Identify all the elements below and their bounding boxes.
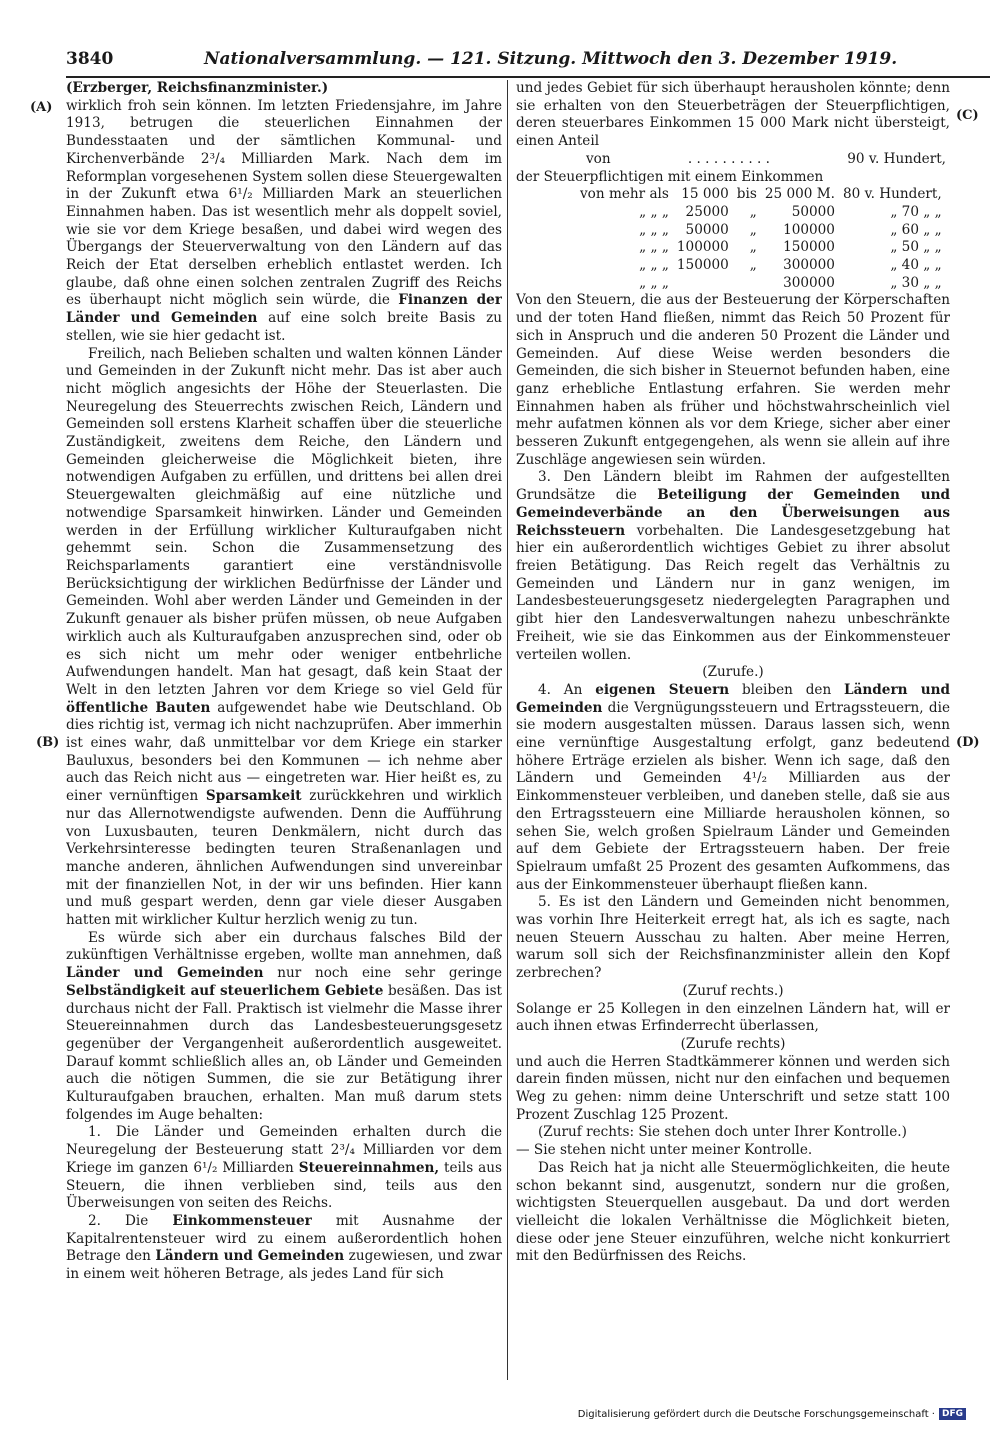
table-cell: 25000 [685,203,729,220]
paragraph: — Sie stehen nicht unter meiner Kontrolle. [516,1142,813,1159]
table-cell: 100000 [676,239,729,256]
table-cell: 50000 [791,203,835,220]
table-row [576,275,946,293]
table-cell: „ „ „ [639,257,669,274]
interjection: (Zuruf rechts.) [682,982,784,999]
header-rule [66,76,990,78]
list-item: 2. Die Einkommensteuer mit Ausnahme der Kapitalrentensteuer wird zu einem außerordentlich hohen Betrage den Ländern und Gemeinden zugewiesen, und zwar in einem weit höheren Betrage, als jedes Land für sich [66,1213,502,1283]
speaker-label: (Erzberger, Reichsfinanzminister.) [66,80,329,96]
table-cell: 300000 [783,274,835,291]
table-cell: 300000 [783,257,835,274]
list-item: 1. Die Länder und Gemeinden erhalten durch die Neuregelung der Besteuerung statt 2³/₄ Milliarden vor dem Kriege im ganzen 6¹/₂ Milliarden Steuereinnahmen, teils aus Steuern, die ihnen verblieben sind, teils aus den Überweisungen von seiten des Reichs. [66,1124,502,1212]
table-cell: bis [736,186,757,203]
table-cell: 150000 [783,239,835,256]
page-number: 3840 [66,49,114,69]
table-cell: „ 50 „ „ [890,239,942,256]
table-cell: 100000 [783,221,835,238]
tax-table [576,186,946,292]
paragraph: und jedes Gebiet für sich überhaupt herausholen könnte; denn sie erhalten von den Steuerbeträgen der Steuerpflichtigen, deren steuerbares Einkommen 15 000 Mark nicht übersteigt, einen Anteil [516,80,950,150]
table-cell: „ „ „ [639,239,669,256]
list-item: 4. An eigenen Steuern bleiben den Ländern und Gemeinden die Vergnügungssteuern und Ertragssteuern, die sie modern ausgestalten müssen. Daraus lassen sich, wenn eine vernünftige Ausgestaltung erfolgt, ganz bedeutend höhere Erträge erzielen als bisher. Wenn ich sage, daß den Ländern und Gemeinden 4¹/₂ Milliarden aus der Einkommensteuer verbleiben, und daneben stelle, daß sie aus den Ertragssteuern eine Milliarde herausholen können, so sehen Sie, welch großen Spielraum Länder und Gemeinden auf dem Gebiete der Ertragssteuern haben. Der freie Spielraum umfaßt 25 Prozent des gesamten Aufkommens, das aus der Einkommensteuer überhaupt fließen kann. [516,681,950,893]
table-cell: „ „ „ [639,203,669,220]
dfg-logo: DFG [939,1408,966,1420]
right-column [516,80,950,1378]
margin-marker-d: (D) [956,735,980,750]
table-row [576,257,946,275]
table-cell: „ [749,257,757,274]
table-cell: „ [749,239,757,256]
column-divider [507,80,508,1380]
paragraph: Es würde sich aber ein durchaus falsches Bild der zukünftigen Verhältnisse ergeben, wollte man annehmen, daß Länder und Gemeinden nur noch eine sehr geringe Selbständigkeit auf steuerlichem Gebiete besäßen. Das ist durchaus nicht der Fall. Praktisch ist vielmehr die Masse ihrer Steuereinnahmen durch das Landesbesteuerungsgesetz gegenüber der Vergangenheit außerordentlich ausgeweitet. Darauf kommt schließlich alles an, ob Länder und Gemeinden auch die nötigen Summen, die sie zur Betätigung ihrer Kulturaufgaben brauchen, erhalten. Man muß darum stets folgendes im Auge behalten: [66,929,502,1123]
interjection: (Zurufe rechts) [680,1035,786,1052]
table-row [576,204,946,222]
table-row [576,186,946,204]
table-row [576,222,946,240]
interjection: (Zurufe.) [702,664,764,681]
margin-marker-c: (C) [956,108,979,123]
page-header [66,49,990,77]
table-cell: „ 70 „ „ [890,203,942,220]
running-title: Nationalversammlung. — 121. Sitzung. Mittwoch den 3. Dezember 1919. [204,49,898,69]
margin-marker-b: (B) [36,735,60,750]
interjection: (Zuruf rechts: Sie stehen doch unter Ihrer Kontrolle.) [538,1124,907,1141]
list-item: 5. Es ist den Ländern und Gemeinden nicht benommen, was vorhin Ihre Heiterkeit erregt hat, als ich es sagte, nach neuen Steuern Ausschau zu halten. Aber meine Herren, warum soll sich der Reichsfinanzminister allein den Kopf zerbrechen? [516,894,950,982]
left-column [66,80,502,1378]
table-cell: 25 000 M. [764,186,835,203]
table-cell: 150000 [676,257,729,274]
table-cell: „ „ „ [639,221,669,238]
table-cell [733,275,761,293]
table-cell: „ 30 „ „ [890,274,942,291]
table-cell: 50000 [685,221,729,238]
table-cell: „ [749,221,757,238]
paragraph: und auch die Herren Stadtkämmerer können und werden sich darein finden müssen, nicht nur den einfachen und bequemen Weg zu gehen: nimm deine Unterschrift und setze statt 100 Prozent Zuschlag 125 Prozent. [516,1053,950,1123]
table-row [576,239,946,257]
footer-text: Digitalisierung gefördert durch die Deutsche Forschungsgemeinschaft · [577,1408,935,1420]
list-item: 3. Den Ländern bleibt im Rahmen der aufgestellten Grundsätze die Beteiligung der Gemeinden und Gemeindeverbände an den Überweisungen aus Reichssteuern vorbehalten. Die Landesgesetzgebung hat hier ein außerordentlich wichtiges Gebiet zu ihrer absolut freien Betätigung. Das Reich regelt das Verhältnis zu Gemeinden und Ländern nur in ganz wenigen, im Landesbesteuerungsgesetz niedergelegten Paragraphen und gibt hier den Landesverwaltungen nahezu unbeschränkte Freiheit, wie sie das Einkommen aus der Einkommensteuer verteilen wollen. [516,469,950,663]
tax-range-line: von . . . . . . . . . . 90 v. Hundert, [586,150,946,167]
footer [578,1408,966,1420]
paragraph: Solange er 25 Kollegen in den einzelnen Ländern hat, will er auch ihnen etwas Erfinderrecht überlassen, [516,1000,950,1035]
table-cell: „ 40 „ „ [890,257,942,274]
paragraph: wirklich froh sein können. Im letzten Friedensjahre, im Jahre 1913, betrugen die steuerlichen Einnahmen der Bundesstaaten und der sämtlichen Kommunal- und Kirchenverbände 2³/₄ Milliarden Mark. Nach dem im Reformplan vorgesehenen System sollen diese Steuergewalten in der Zukunft etwa 6¹/₂ Milliarden Mark an steuerlichen Einnahmen haben. Das ist wesentlich mehr als doppelt soviel, wie sie vor dem Kriege besaßen, und dabei wird wegen des Übergangs der Steuerverwaltung von den Ländern auf das Reich der Etat derselben erheblich entlastet werden. Ich glaube, daß ohne einen solchen zentralen Zugriff des Reichs es überhaupt nicht möglich sein würde, die Finanzen der Länder und Gemeinden auf eine solch breite Basis zu stellen, wie sie hier gedacht ist. [66,97,502,344]
table-cell: von mehr als [580,186,669,203]
table-cell: „ „ „ [639,274,669,291]
paragraph: Freilich, nach Belieben schalten und walten können Länder und Gemeinden in der Zukunft nicht mehr. Das ist aber auch nicht möglich angesichts der Höhe der Steuerlasten. Die Neuregelung des Steuerrechts zwischen Reich, Ländern und Gemeinden soll erstens Klarheit schaffen über die steuerliche Zuständigkeit, zweitens dem Reiche, den Ländern und Gemeinden gleicherweise die Möglichkeit bieten, ihre notwendigen Aufgaben zu erfüllen, und drittens bei allen drei Steuergewalten gleichmäßig auf eine nützliche und notwendige Sparsamkeit hinwirken. Länder und Gemeinden werden in der Erfüllung wirklicher Kulturaufgaben nicht gehemmt sein. Schon die Zusammensetzung des Reichsparlaments garantiert eine verständnisvolle Berücksichtigung der wirklichen Bedürfnisse der Länder und Gemeinden. Wohl aber werden Länder und Gemeinden in der Zukunft genauer als bisher prüfen müssen, ob neue Aufgaben wirklich auch als Kulturaufgaben anzusprechen sind, oder ob es sich nicht um mehr oder weniger entbehrliche Aufwendungen handelt. Man hat gesagt, daß kein Staat der Welt in den letzten Jahren vor dem Kriege so viel Geld für öffentliche Bauten aufgewendet habe wie Deutschland. Ob dies richtig ist, vermag ich nicht nachzuprüfen. Aber immerhin ist eines wahr, daß unmittelbar vor dem Kriege ein starker Bauluxus, besonders bei den Kommunen — ich nehme aber auch das Reich nicht aus — eingetreten war. Hier heißt es, zu einer vernünftigen Sparsamkeit zurückkehren und wirklich nur das Allernotwendigste aufwenden. Denn die Aufführung von Luxusbauten, teuren Denkmälern, nicht durch das Verkehrsinteresse bedingten teuren Straßenanlagen und manche anderen, ähnlichen Aufwendungen sind unvereinbar mit der finanziellen Not, in der wir uns befinden. Hier kann und muß gespart werden, denn gar viele dieser Ausgaben hatten mit wirklicher Kultur herzlich wenig zu tun. [66,345,502,929]
paragraph: Das Reich hat ja nicht alle Steuermöglichkeiten, die heute schon bekannt sind, ausgenutzt, sondern nur die großen, wichtigsten Steuerquellen ausgebaut. Da und dort werden vielleicht die lokalen Verhältnisse die Möglichkeit bieten, diese oder jene Steuer einzuführen, welche nicht konkurriert mit den Bedürfnissen des Reichs. [516,1159,950,1265]
table-cell: 15 000 [681,186,729,203]
paragraph: der Steuerpflichtigen mit einem Einkommen [516,168,824,185]
paragraph: Von den Steuern, die aus der Besteuerung der Körperschaften und der toten Hand fließen, nimmt das Reich 50 Prozent für sich in Anspruch und die anderen 50 Prozent die Länder und Gemeinden. Auf diese Weise werden besonders die Gemeinden, die sich bisher in Steuernot befunden haben, eine ganz erhebliche Entlastung erfahren. Sie werden mehr Einnahmen haben als früher und höchstwahrscheinlich viel mehr aufatmen können als vor dem Kriege, sicher aber einer besseren Zukunft entgegengehen, als wenn sie allein auf ihre Zuschläge angewiesen sein würden. [516,292,950,468]
table-cell [673,275,733,293]
margin-marker-a: (A) [30,100,53,115]
table-cell: „ 60 „ „ [890,221,942,238]
table-cell: „ [749,203,757,220]
table-cell: 80 v. Hundert, [842,186,942,203]
